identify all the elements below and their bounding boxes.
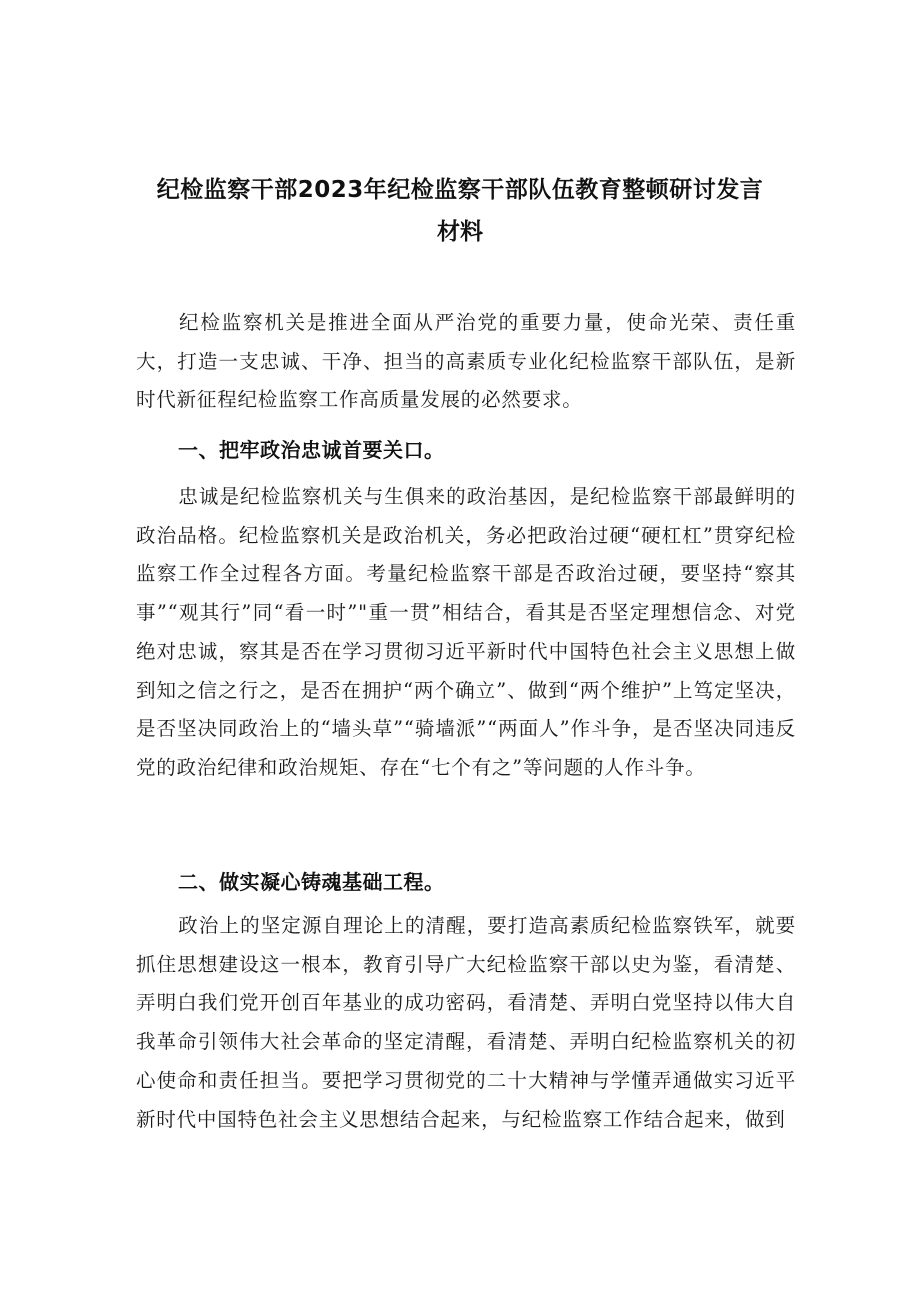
- intro-paragraph: [136, 304, 796, 420]
- section-heading-2: 二、做实凝心铸魂基础工程。: [178, 870, 445, 894]
- document-title-line-1: 纪检监察干部2023年纪检监察干部队伍教育整顿研讨发言: [156, 177, 764, 203]
- section-heading-1: 一、把牢政治忠诚首要关口。: [178, 438, 445, 462]
- section-paragraph-1-text: 忠诚是纪检监察机关与生俱来的政治基因，是纪检监察干部最鲜明的政治品格。纪检监察机关是政治机关，务必把政治过硬“硬杠杠”贯穿纪检监察工作全过程各方面。考量纪检监察干部是否政治过硬，要坚持“察其事”“观其行”同“看一时”"重一贯”相结合，看其是否坚定理想信念、对党绝对忠诚，察其是否在学习贯彻习近平新时代中国特色社会主义思想上做到知之信之行之，是否在拥护“两个确立”、做到“两个维护”上笃定坚决，是否坚决同政治上的“墙头草”“骑墙派”“两面人”作斗争，是否坚决同违反党的政治纪律和政治规矩、存在“七个有之”等问题的人作斗争。: [136, 485, 796, 779]
- section-paragraph-2-text: 政治上的坚定源自理论上的清醒，要打造高素质纪检监察铁军，就要抓住思想建设这一根本，教育引导广大纪检监察干部以史为鉴，看清楚、弄明白我们党开创百年基业的成功密码，看清楚、弄明白党坚持以伟大自我革命引领伟大社会革命的坚定清醒，看清楚、弄明白纪检监察机关的初心使命和责任担当。要把学习贯彻党的二十大精神与学懂弄通做实习近平新时代中国特色社会主义思想结合起来，与纪检监察工作结合起来，做到: [136, 914, 796, 1131]
- intro-paragraph-text: 纪检监察机关是推进全面从严治党的重要力量，使命光荣、责任重大，打造一支忠诚、干净、担当的高素质专业化纪检监察干部队伍，是新时代新征程纪检监察工作高质量发展的必然要求。: [136, 311, 796, 412]
- section-paragraph-1: [136, 478, 796, 788]
- document-title-line-2: 材料: [437, 219, 483, 245]
- section-paragraph-2: [136, 907, 796, 1139]
